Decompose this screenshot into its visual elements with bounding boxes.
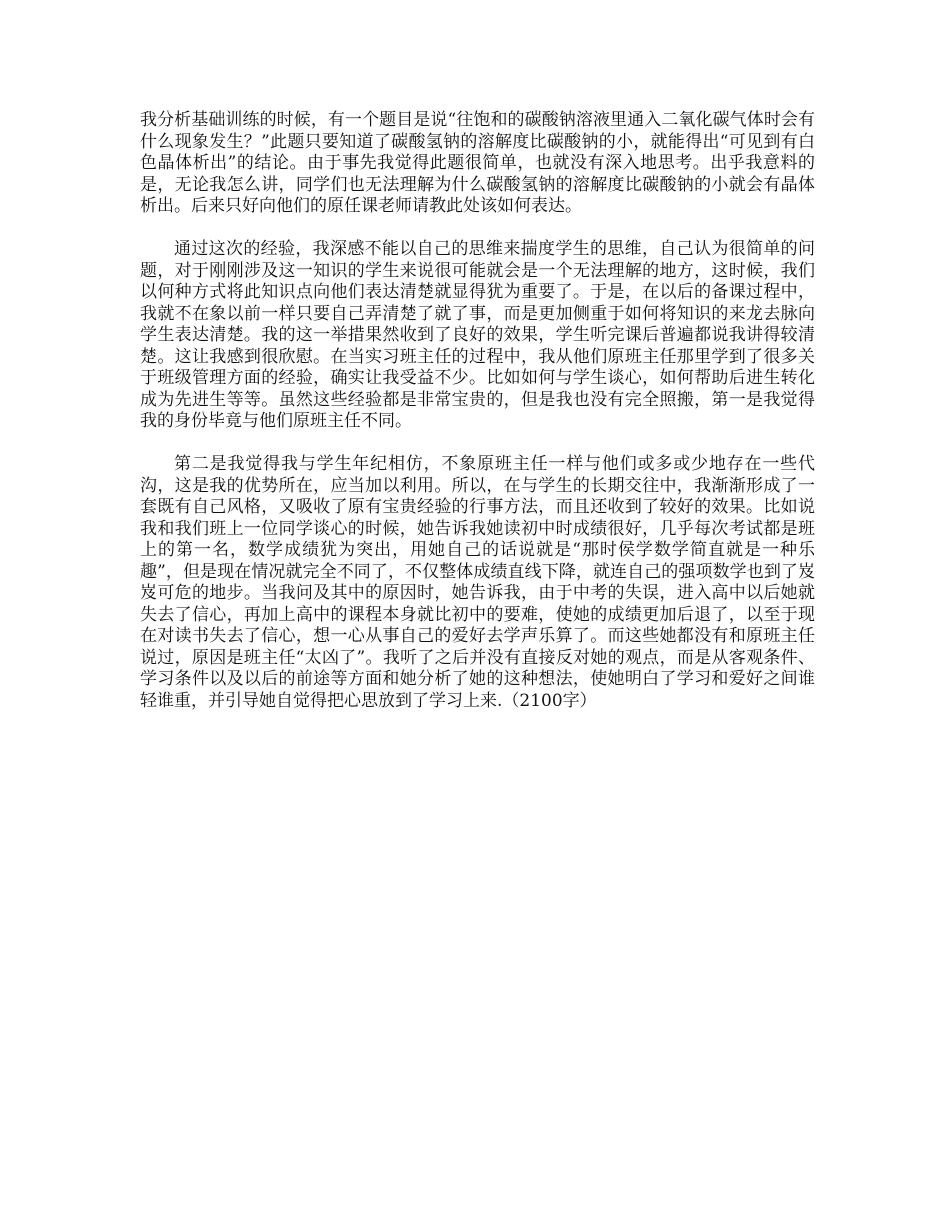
paragraph-3: 第二是我觉得我与学生年纪相仿，不象原班主任一样与他们或多或少地存在一些代沟，这是我的优势所在，应当加以利用。所以，在与学生的长期交往中，我渐渐形成了一套既有自己风格，又吸收了原有宝贵经验的行事方法，而且还收到了较好的效果。比如说我和我们班上一位同学谈心的时候，她告诉我她读初中时成绩很好，几乎每次考试都是班上的第一名，数学成绩犹为突出，用她自己的话说就是“那时侯学数学简直就是一种乐趣”，但是现在情况就完全不同了，不仅整体成绩直线下降，就连自己的强项数学也到了岌岌可危的地步。当我问及其中的原因时，她告诉我，由于中考的失误，进入高中以后她就失去了信心，再加上高中的课程本身就比初中的要难，使她的成绩更加后退了，以至于现在对读书失去了信心，想一心从事自己的爱好去学声乐算了。而这些她都没有和原班主任说过，原因是班主任“太凶了”。我听了之后并没有直接反对她的观点，而是从客观条件、学习条件以及以后的前途等方面和她分析了她的这种想法，使她明白了学习和爱好之间谁轻谁重，并引导她自觉得把心思放到了学习上来.（2100字）: [140, 454, 815, 711]
document-body: [140, 110, 815, 734]
paragraph-2: 通过这次的经验，我深感不能以自己的思维来揣度学生的思维，自己认为很简单的问题，对于刚刚涉及这一知识的学生来说很可能就会是一个无法理解的地方，这时候，我们以何种方式将此知识点向他们表达清楚就显得犹为重要了。于是，在以后的备课过程中，我就不在象以前一样只要自己弄清楚了就了事，而是更加侧重于如何将知识的来龙去脉向学生表达清楚。我的这一举措果然收到了良好的效果，学生听完课后普遍都说我讲得较清楚。这让我感到很欣慰。在当实习班主任的过程中，我从他们原班主任那里学到了很多关于班级管理方面的经验，确实让我受益不少。比如如何与学生谈心，如何帮助后进生转化成为先进生等等。虽然这些经验都是非常宝贵的，但是我也没有完全照搬，第一是我觉得我的身份毕竟与他们原班主任不同。: [140, 239, 815, 431]
paragraph-1: 我分析基础训练的时候，有一个题目是说“往饱和的碳酸钠溶液里通入二氧化碳气体时会有什么现象发生？”此题只要知道了碳酸氢钠的溶解度比碳酸钠的小，就能得出“可见到有白色晶体析出”的结论。由于事先我觉得此题很简单，也就没有深入地思考。出乎我意料的是，无论我怎么讲，同学们也无法理解为什么碳酸氢钠的溶解度比碳酸钠的小就会有晶体析出。后来只好向他们的原任课老师请教此处该如何表达。: [140, 110, 815, 216]
